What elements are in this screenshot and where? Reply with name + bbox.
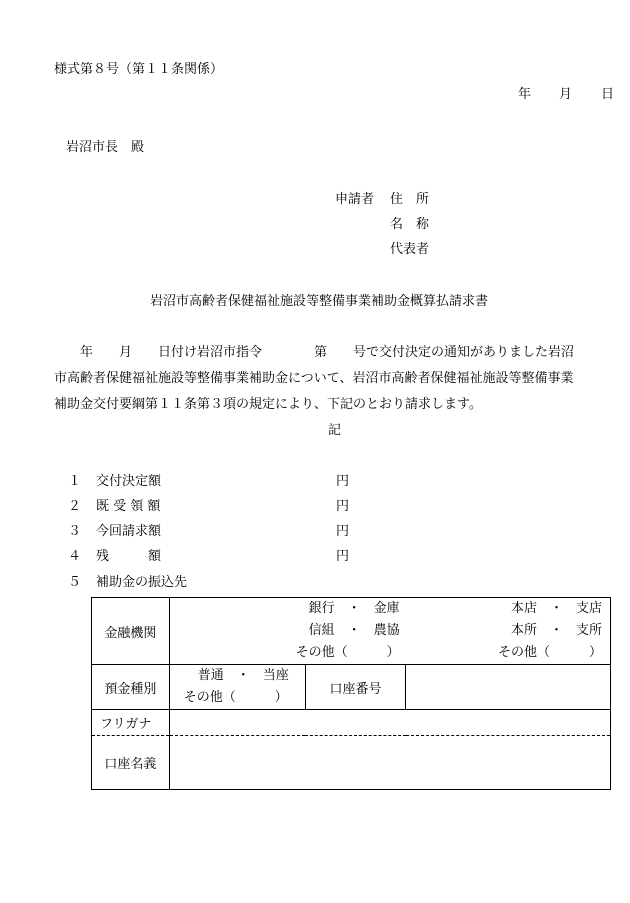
inst-option-line-3: その他（ ） xyxy=(295,645,400,660)
yen-unit: 円 xyxy=(336,474,350,489)
body-line-1: 年 月 日付け岩沼市指令 第 号で交付決定の通知がありました岩沼 xyxy=(80,345,575,360)
deposit-label-cell xyxy=(92,665,170,710)
ki-heading: 記 xyxy=(328,423,342,438)
account-name-label-cell xyxy=(92,736,170,790)
institution-row xyxy=(92,598,611,665)
bank-transfer-table xyxy=(91,597,611,790)
account-name-field[interactable] xyxy=(169,736,610,790)
institution-label-cell xyxy=(92,598,170,665)
document-title: 岩沼市高齢者保健福祉施設等整備事業補助金概算払請求書 xyxy=(150,294,489,309)
applicant-name-label: 名 称 xyxy=(390,217,430,232)
furigana-field[interactable] xyxy=(169,710,610,736)
item-number: ４ xyxy=(68,549,82,564)
item-label: 補助金の振込先 xyxy=(96,575,188,590)
deposit-row xyxy=(92,665,611,710)
item-label: 今回請求額 xyxy=(96,524,162,539)
request-body xyxy=(54,340,614,418)
item-5 xyxy=(68,571,187,590)
institution-options-cell xyxy=(169,598,610,665)
branch-type-options xyxy=(408,598,610,664)
applicant-address-label: 住 所 xyxy=(390,192,430,207)
item-2 xyxy=(68,495,349,514)
branch-option-line-2: 本所 ・ 支所 xyxy=(510,623,602,638)
account-number-label-cell xyxy=(305,665,406,710)
applicant-label: 申請者 xyxy=(335,192,375,207)
item-number: ２ xyxy=(68,499,82,514)
item-4 xyxy=(68,545,349,564)
date-day: 日 xyxy=(601,87,615,102)
furigana-label: フリガナ xyxy=(100,717,152,732)
item-1 xyxy=(68,470,349,489)
body-line-3: 補助金交付要綱第１１条第３項の規定により、下記のとおり請求します。 xyxy=(54,397,482,412)
institution-label: 金融機関 xyxy=(104,625,157,641)
deposit-options-cell xyxy=(169,665,305,710)
account-number-label: 口座番号 xyxy=(329,681,382,697)
institution-type-options xyxy=(170,598,408,664)
item-number: ３ xyxy=(68,524,82,539)
branch-option-line-3: その他（ ） xyxy=(497,645,602,660)
body-line-2: 市高齢者保健福祉施設等整備事業補助金について、岩沼市高齢者保健福祉施設等整備事業 xyxy=(54,371,574,386)
date-year: 年 xyxy=(518,87,532,102)
deposit-option-line-1: 普通 ・ 当座 xyxy=(197,668,289,683)
date-month: 月 xyxy=(559,87,573,102)
item-number: ５ xyxy=(68,575,82,590)
deposit-type-label: 預金種別 xyxy=(104,681,157,697)
yen-unit: 円 xyxy=(336,524,350,539)
deposit-option-line-2: その他（ ） xyxy=(183,690,288,705)
furigana-row xyxy=(92,710,611,736)
addressee: 岩沼市長 殿 xyxy=(66,140,145,155)
furigana-label-cell xyxy=(92,710,170,736)
branch-option-line-1: 本店 ・ 支店 xyxy=(510,601,602,616)
form-number: 様式第８号（第１１条関係） xyxy=(54,62,224,77)
item-label: 交付決定額 xyxy=(96,474,162,489)
item-number: １ xyxy=(68,474,82,489)
yen-unit: 円 xyxy=(336,549,350,564)
account-number-field[interactable] xyxy=(406,665,611,710)
item-3 xyxy=(68,520,349,539)
inst-option-line-1: 銀行 ・ 金庫 xyxy=(308,601,400,616)
account-name-row xyxy=(92,736,611,790)
account-name-label: 口座名義 xyxy=(104,757,157,772)
item-label: 残 額 xyxy=(96,549,162,564)
yen-unit: 円 xyxy=(336,499,350,514)
item-label: 既 受 領 額 xyxy=(96,499,161,514)
applicant-representative-label: 代表者 xyxy=(390,242,430,257)
inst-option-line-2: 信組 ・ 農協 xyxy=(308,623,400,638)
